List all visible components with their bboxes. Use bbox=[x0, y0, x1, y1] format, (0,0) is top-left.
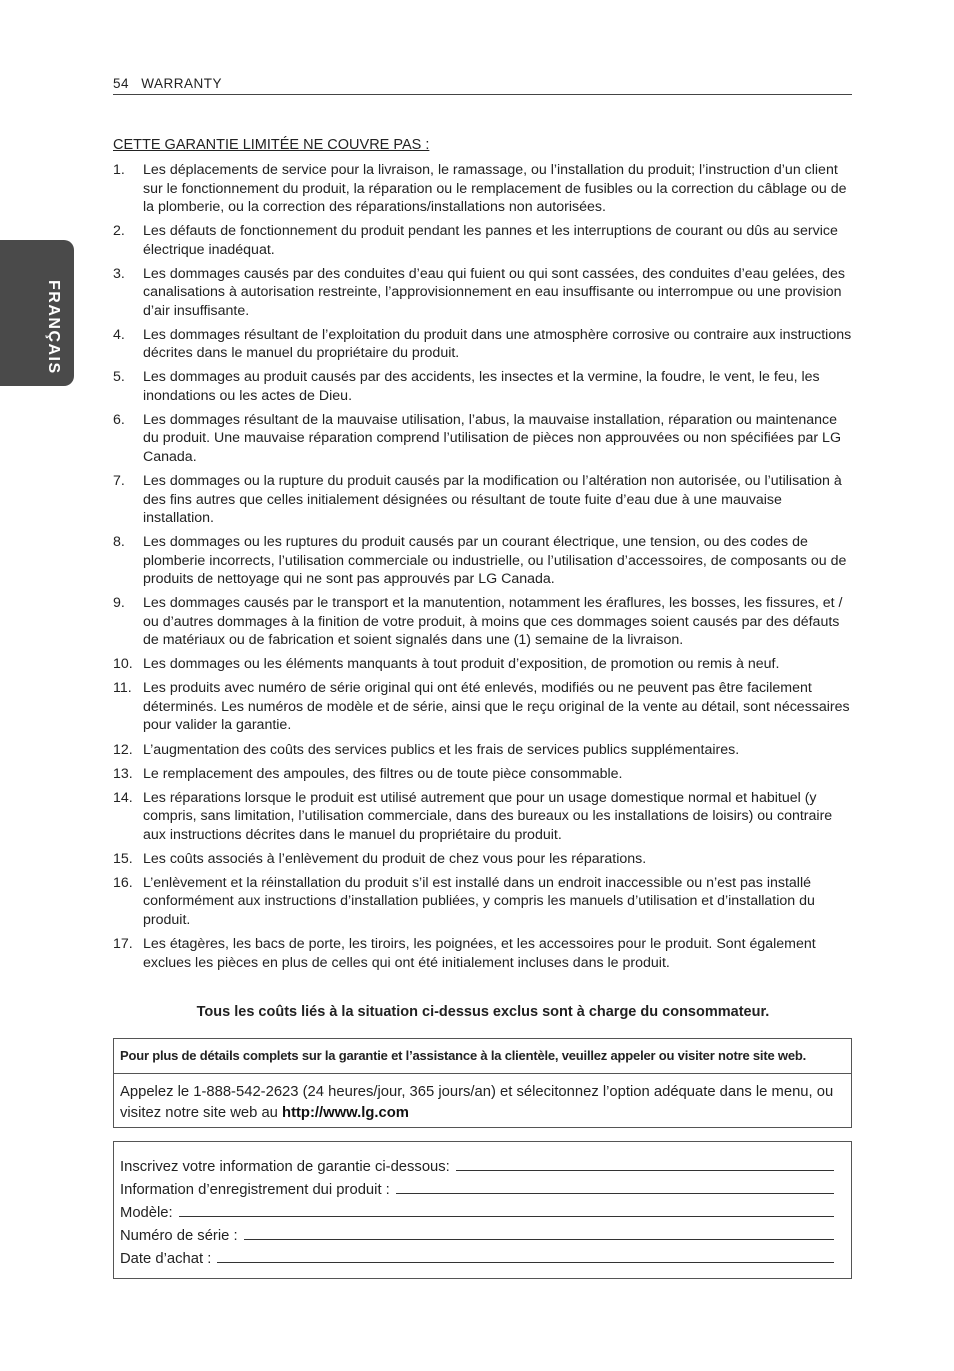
form-fill-line[interactable] bbox=[456, 1156, 834, 1171]
list-item-text: Les coûts associés à l’enlèvement du produit de chez vous pour les réparations. bbox=[143, 850, 647, 867]
list-item bbox=[113, 741, 853, 760]
list-item-text: Les dommages causés par le transport et la manutention, notamment les éraflures, les bosses, les fissures, et / ou d’autres dommages à la finition de votre produit, à moins que ces dommages soient causés par des défauts de matériaux ou de fabrication et soient signalés dans une (1) semaine de la livraison. bbox=[143, 595, 843, 649]
list-item-number: 3. bbox=[113, 265, 125, 282]
form-label: Date d’achat : bbox=[120, 1251, 212, 1267]
form-row bbox=[120, 1179, 834, 1198]
exclusions-list bbox=[113, 161, 853, 978]
list-item bbox=[113, 765, 853, 784]
list-item-text: Les dommages ou la rupture du produit causés par la modification ou l’altération non autorisée, ou l’utilisation à des fins autres que celles initialement désignées ou résultant de toute fuite d’eau due à une mauvaise installation. bbox=[143, 473, 842, 527]
list-item-text: Le remplacement des ampoules, des filtres ou de toute pièce consommable. bbox=[143, 765, 623, 782]
list-item bbox=[113, 161, 853, 217]
form-label: Modèle: bbox=[120, 1205, 173, 1221]
list-item bbox=[113, 411, 853, 467]
list-item-number: 11. bbox=[113, 680, 132, 697]
contact-info-body bbox=[114, 1074, 851, 1124]
section-name: WARRANTY bbox=[141, 76, 223, 91]
form-label: Information d’enregistrement dui produit : bbox=[120, 1182, 390, 1198]
form-fill-line[interactable] bbox=[244, 1225, 834, 1240]
list-item-number: 1. bbox=[113, 162, 125, 178]
list-item-number: 15. bbox=[113, 850, 133, 867]
list-item-number: 9. bbox=[113, 595, 125, 612]
consumer-cost-notice: Tous les coûts liés à la situation ci-dessus exclus sont à charge du consommateur. bbox=[196, 1004, 770, 1020]
list-item bbox=[113, 655, 853, 674]
list-item-number: 16. bbox=[113, 874, 133, 891]
list-item bbox=[113, 850, 853, 869]
list-item bbox=[113, 679, 853, 735]
contact-info-box bbox=[113, 1038, 852, 1128]
list-item-text: Les dommages au produit causés par des accidents, les insectes et la vermine, la foudre, le vent, le feu, les inondations ou les actes de Dieu. bbox=[143, 369, 820, 404]
list-item-text: Les dommages ou les ruptures du produit causés par un courant électrique, une tension, ou des codes de plomberie incorrects, l’utilisation commerciale ou industrielle, ou l’utilisation d’accessoires, de composants ou de produits de nettoyage qui ne sont pas approuvés par LG Canada. bbox=[143, 534, 847, 588]
list-item-number: 7. bbox=[113, 473, 125, 490]
section-title: CETTE GARANTIE LIMITÉE NE COUVRE PAS : bbox=[113, 137, 430, 153]
form-row bbox=[120, 1225, 834, 1244]
list-item-number: 13. bbox=[113, 765, 133, 782]
language-tab-label: FRANÇAIS bbox=[45, 280, 62, 375]
list-item bbox=[113, 874, 853, 930]
form-fill-line[interactable] bbox=[396, 1179, 834, 1194]
list-item-number: 14. bbox=[113, 789, 133, 806]
list-item-text: Les défauts de fonctionnement du produit pendant les pannes et les interruptions de courant ou dûs au service électrique inadéquat. bbox=[143, 223, 838, 258]
list-item-text: Les produits avec numéro de série original qui ont été enlevés, modifiés ou ne peuvent pas être facilement déterminés. Les numéros de modèle et de série, ainsi que le reçu original de la vente au détail, sont nécessaires pour valider la garantie. bbox=[143, 680, 850, 734]
list-item bbox=[113, 222, 853, 259]
list-item-text: Les dommages ou les éléments manquants à tout produit d’exposition, de promotion ou remis à neuf. bbox=[143, 656, 780, 673]
list-item bbox=[113, 789, 853, 845]
list-item bbox=[113, 594, 853, 650]
list-item-text: Les dommages résultant de l’exploitation du produit dans une atmosphère corrosive ou contraire aux instructions décrites dans le manuel du propriétaire du produit. bbox=[143, 326, 852, 362]
list-item-number: 8. bbox=[113, 534, 125, 551]
list-item-number: 5. bbox=[113, 369, 125, 386]
list-item-text: Les étagères, les bacs de porte, les tiroirs, les poignées, et les accessoires pour le produit. Sont également exclues les pièces en plus de celles qui ont été initialement incluses dans le produit. bbox=[143, 936, 816, 971]
list-item-number: 2. bbox=[113, 223, 125, 240]
list-item-text: L’augmentation des coûts des services publics et les frais de services publics supplémentaires. bbox=[143, 741, 740, 758]
list-item bbox=[113, 533, 853, 589]
warranty-info-form bbox=[113, 1141, 852, 1279]
page-number: 54 bbox=[113, 76, 130, 91]
contact-info-heading: Pour plus de détails complets sur la garantie et l’assistance à la clientèle, veuillez appeler ou visiter notre site web. bbox=[114, 1039, 851, 1074]
list-item-text: Les déplacements de service pour la livraison, le ramassage, ou l’installation du produit; l’instruction d’un client sur le fonctionnement du produit, la réparation ou le remplacement de fusibles ou la correction du câblage ou de la plomberie, ou la correction des réparations/installations non autorisées. bbox=[143, 162, 847, 215]
form-row bbox=[120, 1202, 834, 1221]
list-item-text: L’enlèvement et la réinstallation du produit s’il est installé dans un endroit inaccessible ou n’est pas installé conformément aux instructions d’installation publiées, y compris les manuels d’utilisation et d’installation du produit. bbox=[143, 874, 815, 928]
language-tab bbox=[0, 240, 74, 386]
contact-info-text: Appelez le 1-888-542-2623 (24 heures/jour, 365 jours/an) et sélecitonnez l’option adéquate dans le menu, ou visitez notre site web au bbox=[120, 1084, 834, 1121]
list-item bbox=[113, 935, 853, 972]
list-item-number: 4. bbox=[113, 326, 125, 343]
form-label: Inscrivez votre information de garantie ci-dessous: bbox=[120, 1159, 450, 1175]
form-row bbox=[120, 1248, 834, 1267]
list-item-number: 12. bbox=[113, 741, 133, 758]
website-link[interactable]: http://www.lg.com bbox=[282, 1105, 409, 1121]
form-row bbox=[120, 1156, 834, 1175]
list-item bbox=[113, 326, 853, 363]
list-item bbox=[113, 472, 853, 528]
list-item-number: 10. bbox=[113, 656, 133, 673]
form-label: Numéro de série : bbox=[120, 1228, 238, 1244]
list-item bbox=[113, 368, 853, 405]
list-item-text: Les dommages résultant de la mauvaise utilisation, l’abus, la mauvaise installation, réparation ou maintenance du produit. Une mauvaise réparation comprend l’utilisation de pièces non approuvées ou non spécifiées par LG Canada. bbox=[143, 411, 841, 465]
list-item-number: 17. bbox=[113, 936, 133, 952]
list-item bbox=[113, 265, 853, 321]
form-fill-line[interactable] bbox=[179, 1202, 834, 1217]
page-header bbox=[113, 76, 852, 95]
list-item-text: Les réparations lorsque le produit est utilisé autrement que pour un usage domestique normal et habituel (y compris, sans limitation, l’utilisation commerciale, dans des bureaux ou les installations de loisirs) ou contraire aux instructions décrites dans le manuel du propriétaire du produit. bbox=[143, 789, 833, 843]
list-item-number: 6. bbox=[113, 411, 125, 428]
list-item-text: Les dommages causés par des conduites d’eau qui fuient ou qui sont cassées, des conduites d’eau gelées, des canalisations à autorisation restreinte, l’approvisionnement en eau insuffisante ou interrompue ou une provision d’air insuffisante. bbox=[143, 265, 845, 319]
form-fill-line[interactable] bbox=[217, 1248, 834, 1263]
